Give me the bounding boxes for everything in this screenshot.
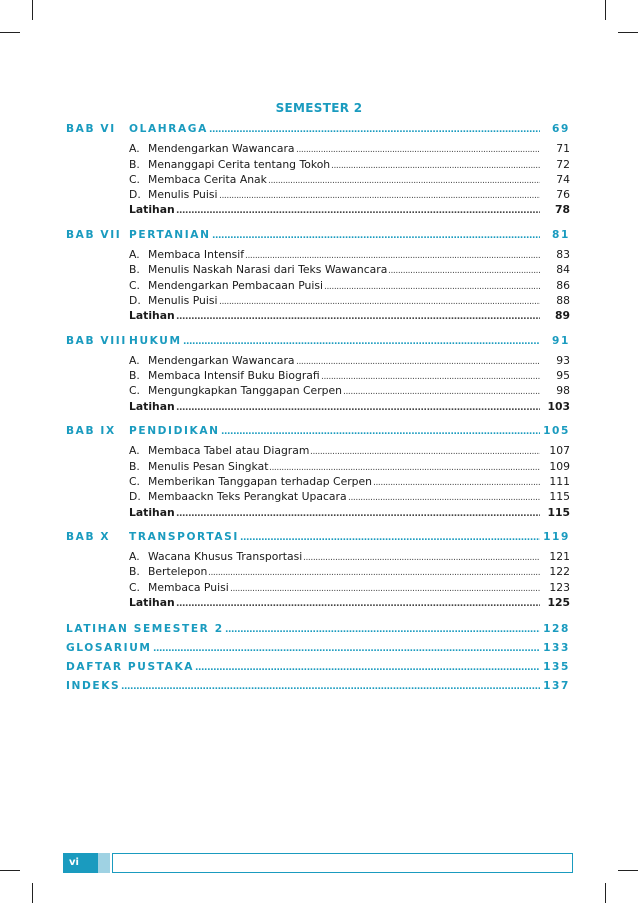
entry-page: 107 <box>549 444 570 458</box>
crop-mark-bl-v <box>32 883 33 903</box>
entry-title: Menanggapi Cerita tentang Tokoh <box>148 157 331 171</box>
entry-letter: D. <box>129 188 141 202</box>
toc-entry[interactable] <box>66 549 570 564</box>
entry-letter: D. <box>129 293 141 307</box>
table-of-contents <box>66 122 570 696</box>
leader-dots <box>121 677 540 697</box>
toc-entry[interactable] <box>66 383 570 398</box>
end-section-page: 128 <box>543 623 570 636</box>
leader-dots <box>176 308 540 325</box>
toc-entry[interactable] <box>66 474 570 489</box>
leader-dots <box>195 658 540 678</box>
entry-letter: B. <box>129 263 140 277</box>
entry-title: Menulis Pesan Singkat <box>148 459 269 473</box>
entry-title: Membaca Intensif Buku Biografi <box>148 369 320 383</box>
toc-entry[interactable] <box>66 141 570 156</box>
chapter-code: BAB VII <box>66 228 122 241</box>
crop-mark-tl-h <box>0 32 20 33</box>
entry-page: 123 <box>549 580 570 594</box>
entry-letter: C. <box>129 172 140 186</box>
entry-page: 95 <box>556 369 570 383</box>
toc-entry[interactable] <box>66 293 570 308</box>
entry-page: 71 <box>556 142 570 156</box>
crop-mark-br-h <box>618 870 638 871</box>
chapter-page: 81 <box>552 228 570 241</box>
toc-entry[interactable] <box>66 368 570 383</box>
end-section-page: 135 <box>543 661 570 674</box>
entry-page: 115 <box>549 490 570 504</box>
chapter-row[interactable] <box>66 530 570 545</box>
end-section-name: GLOSARIUM <box>66 642 152 655</box>
entry-title: Membaca Intensif <box>148 248 245 262</box>
entry-letter: A. <box>129 142 140 156</box>
leader-dots <box>176 399 540 416</box>
chapter-page: 105 <box>543 425 570 438</box>
latihan-label: Latihan <box>129 399 175 413</box>
entry-page: 122 <box>549 565 570 579</box>
toc-entry[interactable] <box>66 172 570 187</box>
chapter-code: BAB IX <box>66 425 116 438</box>
toc-entry[interactable] <box>66 580 570 595</box>
entry-letter: B. <box>129 369 140 383</box>
end-section-row[interactable] <box>66 677 570 696</box>
chapter-row[interactable] <box>66 334 570 349</box>
end-section-row[interactable] <box>66 639 570 658</box>
leader-dots <box>153 639 540 659</box>
toc-entry[interactable] <box>66 187 570 202</box>
entry-letter: B. <box>129 459 140 473</box>
entry-page: 109 <box>549 459 570 473</box>
entry-letter: C. <box>129 580 140 594</box>
toc-entry[interactable] <box>66 278 570 293</box>
chapter-code: BAB VIII <box>66 334 127 347</box>
latihan-entry[interactable] <box>66 308 570 323</box>
entry-title: Membaca Puisi <box>148 580 229 594</box>
toc-entry[interactable] <box>66 262 570 277</box>
chapter-page: 69 <box>552 123 570 135</box>
chapter-name: PERTANIAN <box>129 228 211 241</box>
entry-title: Mendengarkan Pembacaan Puisi <box>148 278 323 292</box>
leader-dots <box>209 122 540 138</box>
latihan-label: Latihan <box>129 505 175 519</box>
entry-page: 93 <box>556 353 570 367</box>
chapter-page: 91 <box>552 334 570 347</box>
crop-mark-tr-h <box>618 32 638 33</box>
latihan-page: 103 <box>547 399 570 413</box>
toc-entry[interactable] <box>66 489 570 504</box>
entry-title: Memberikan Tanggapan terhadap Cerpen <box>148 474 372 488</box>
chapter-row[interactable] <box>66 424 570 439</box>
entry-letter: D. <box>129 490 141 504</box>
entry-page: 121 <box>549 550 570 564</box>
entry-title: Bertelepon <box>148 565 208 579</box>
footer-accent-strip <box>98 853 110 873</box>
toc-entry[interactable] <box>66 459 570 474</box>
leader-dots <box>176 505 540 522</box>
entry-page: 76 <box>556 188 570 202</box>
entry-letter: A. <box>129 353 140 367</box>
leader-dots <box>212 228 540 244</box>
end-section-row[interactable] <box>66 658 570 677</box>
toc-entry[interactable] <box>66 564 570 579</box>
latihan-label: Latihan <box>129 596 175 610</box>
entry-page: 72 <box>556 157 570 171</box>
latihan-page: 125 <box>547 596 570 610</box>
latihan-label: Latihan <box>129 203 175 217</box>
entry-title: Mengungkapkan Tanggapan Cerpen <box>148 384 342 398</box>
entry-title: Membaca Cerita Anak <box>148 172 267 186</box>
latihan-entry[interactable] <box>66 202 570 217</box>
latihan-entry[interactable] <box>66 505 570 520</box>
entry-page: 74 <box>556 172 570 186</box>
latihan-page: 78 <box>554 203 570 217</box>
crop-mark-tl-v <box>32 0 33 20</box>
leader-dots <box>240 530 540 546</box>
entry-page: 88 <box>556 293 570 307</box>
chapter-name: TRANSPORTASI <box>129 530 239 543</box>
leader-dots <box>221 424 540 440</box>
chapter-row[interactable] <box>66 228 570 243</box>
chapter-name: PENDIDIKAN <box>129 425 220 438</box>
end-section-name: DAFTAR PUSTAKA <box>66 661 195 674</box>
latihan-label: Latihan <box>129 309 175 323</box>
end-section-page: 133 <box>543 642 570 655</box>
latihan-page: 115 <box>547 505 570 519</box>
entry-letter: A. <box>129 248 140 262</box>
entry-letter: B. <box>129 157 140 171</box>
entry-title: Mendengarkan Wawancara <box>148 353 295 367</box>
end-section-name: LATIHAN SEMESTER 2 <box>66 623 224 636</box>
leader-dots <box>176 595 540 612</box>
chapter-name: HUKUM <box>129 334 182 347</box>
chapter-page: 119 <box>543 530 570 543</box>
chapter-row[interactable] <box>66 122 570 137</box>
end-section-page: 137 <box>543 680 570 693</box>
entry-letter: B. <box>129 565 140 579</box>
toc-entry[interactable] <box>66 157 570 172</box>
latihan-page: 89 <box>554 309 570 323</box>
entry-page: 111 <box>549 474 570 488</box>
chapter-code: BAB VI <box>66 123 116 135</box>
leader-dots <box>176 202 540 219</box>
footer-page-label: vi <box>63 853 105 873</box>
page-title: SEMESTER 2 <box>275 101 363 115</box>
leader-dots <box>183 334 540 350</box>
entry-letter: C. <box>129 474 140 488</box>
entry-page: 83 <box>556 248 570 262</box>
toc-entry[interactable] <box>66 247 570 262</box>
end-section-row[interactable] <box>66 620 570 639</box>
entry-letter: C. <box>129 384 140 398</box>
toc-entry[interactable] <box>66 443 570 458</box>
entry-title: Menulis Puisi <box>148 188 218 202</box>
crop-mark-tr-v <box>605 0 606 20</box>
entry-title: Membaca Tabel atau Diagram <box>148 444 310 458</box>
entry-title: Wacana Khusus Transportasi <box>148 550 303 564</box>
entry-title: Membaackn Teks Perangkat Upacara <box>148 490 347 504</box>
entry-page: 84 <box>556 263 570 277</box>
chapter-name: OLAHRAGA <box>129 123 208 135</box>
entry-title: Mendengarkan Wawancara <box>148 142 295 156</box>
entry-title: Menulis Puisi <box>148 293 218 307</box>
entry-letter: C. <box>129 278 140 292</box>
end-section-name: INDEKS <box>66 680 121 693</box>
footer-bar <box>112 853 573 873</box>
leader-dots <box>225 620 540 640</box>
latihan-entry[interactable] <box>66 595 570 610</box>
entry-page: 98 <box>556 384 570 398</box>
entry-letter: A. <box>129 444 140 458</box>
toc-entry[interactable] <box>66 353 570 368</box>
crop-mark-br-v <box>605 883 606 903</box>
crop-mark-bl-h <box>0 870 20 871</box>
latihan-entry[interactable] <box>66 399 570 414</box>
entry-page: 86 <box>556 278 570 292</box>
chapter-code: BAB X <box>66 530 111 543</box>
entry-title: Menulis Naskah Narasi dari Teks Wawancara <box>148 263 388 277</box>
entry-letter: A. <box>129 550 140 564</box>
